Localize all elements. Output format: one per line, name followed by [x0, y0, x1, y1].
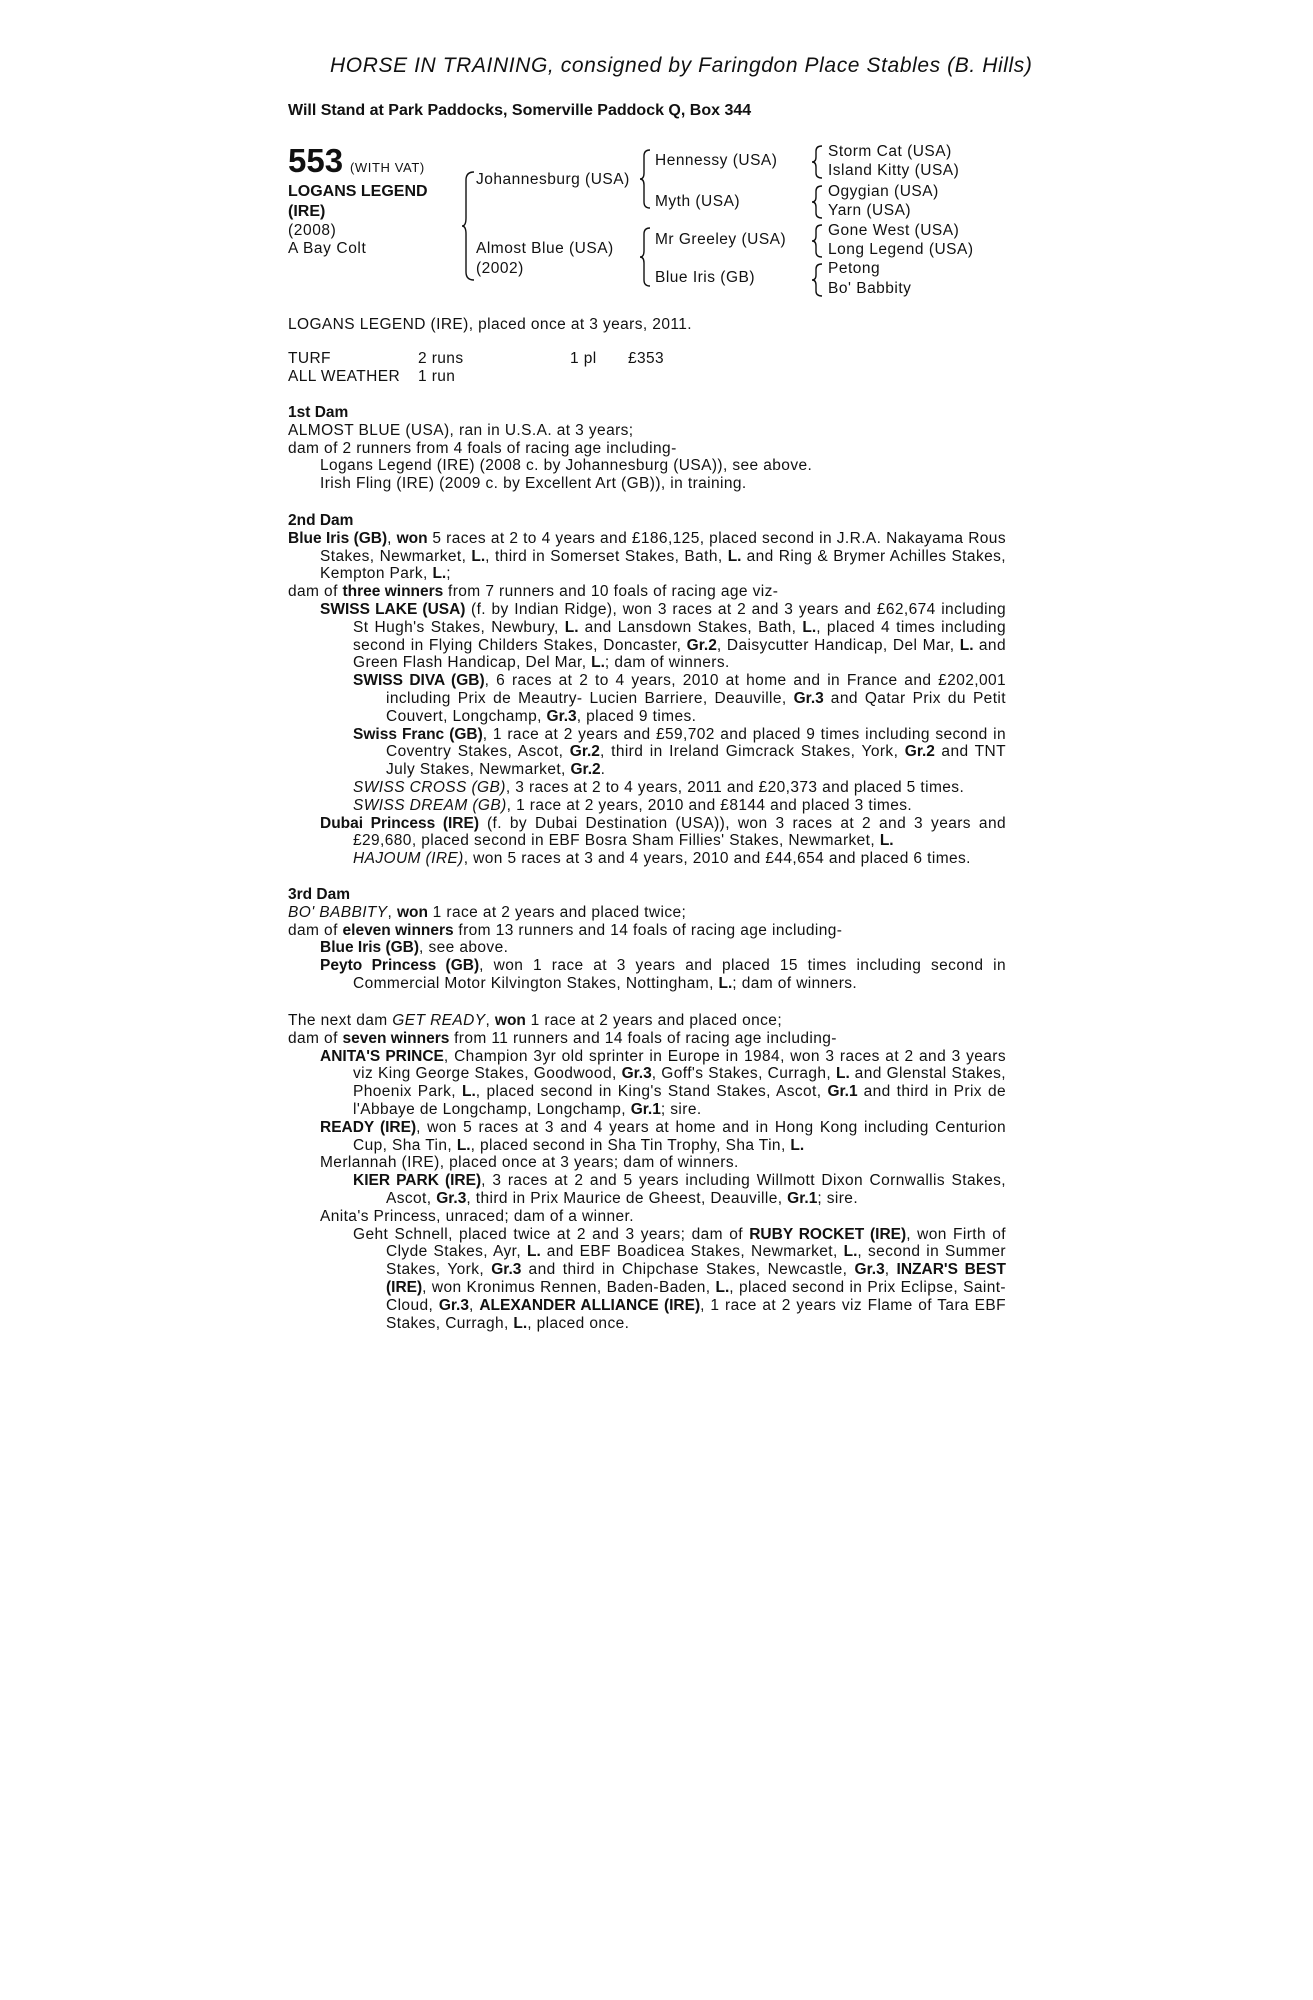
entry-text: dam of	[288, 921, 338, 939]
blue-iris-ref	[288, 939, 1006, 957]
entry-text: ; dam of winners.	[604, 654, 730, 672]
entry-text: , won Kronimus Rennen, Baden-Baden,	[422, 1278, 711, 1296]
lot-number: 553	[288, 142, 344, 179]
entry-text: , third in Somerset Stakes, Bath,	[485, 547, 723, 565]
horse-year: (2008)	[288, 222, 337, 239]
entry-text: , third in Ireland Gimcrack Stakes, York,	[599, 743, 899, 761]
horse-name-bold: ALEXANDER ALLIANCE (IRE)	[479, 1296, 701, 1314]
third-dam-heading: 3rd Dam	[288, 886, 351, 903]
pedigree-bracket-g3	[812, 223, 826, 259]
first-dam-produce: Logans Legend (IRE) (2008 c. by Johannesburg (USA)), see above.	[320, 457, 813, 475]
entry-text: (f. by Dubai Destination (USA)), won 3 races at 2 and 3 years and £29,680, placed second in EBF Bosra Sham Fillies' Stakes, Newmarket,	[353, 814, 1006, 850]
turf-runs: 2 runs	[418, 350, 464, 367]
horse-name-bold: Swiss Franc (GB)	[353, 725, 483, 743]
horse-name-italic: GET READY	[392, 1012, 486, 1029]
horse-name-italic: HAJOUM (IRE)	[353, 850, 464, 868]
swiss-lake-entry	[288, 601, 1006, 672]
entry-text: and Qatar Prix du Petit Couvert, Longchamp,	[386, 689, 1006, 725]
pedigree-bracket-dam	[640, 226, 654, 288]
horse-name-bold: KIER PARK (IRE)	[353, 1172, 482, 1190]
entry-text: from 7 runners and 10 foals of racing age viz-	[448, 583, 779, 601]
entry-text: and EBF Boadicea Stakes, Newmarket,	[546, 1243, 838, 1261]
entry-text: 1 race at 2 years and placed twice;	[432, 903, 687, 921]
second-dam-section	[288, 512, 1006, 868]
horse-name-bold: SWISS LAKE (USA)	[320, 600, 466, 618]
second-dam-heading: 2nd Dam	[288, 512, 354, 529]
stand-location: Will Stand at Park Paddocks, Somerville Paddock Q, Box 344	[288, 102, 752, 119]
race-record	[288, 350, 1006, 386]
horse-name-bold: RUBY ROCKET (IRE)	[749, 1225, 907, 1243]
group-mark: Gr.2	[570, 761, 601, 779]
pedigree-sire-sire: Hennessy (USA)	[655, 152, 778, 169]
catalogue-heading: HORSE IN TRAINING, consigned by Faringdon Place Stables (B. Hills)	[330, 54, 1033, 77]
pedigree-bracket-g2	[812, 184, 826, 220]
listed-mark: L.	[591, 654, 605, 672]
first-dam-produce: Irish Fling (IRE) (2009 c. by Excellent Art (GB)), in training.	[320, 475, 747, 493]
pedigree-dam-year: (2002)	[476, 260, 524, 277]
entry-text: ; dam of winners.	[732, 974, 858, 992]
aw-runs: 1 run	[418, 367, 456, 385]
listed-mark: L.	[802, 618, 817, 636]
group-mark: Gr.3	[621, 1065, 652, 1083]
entry-text: , placed second in King's Stand Stakes, Ascot,	[475, 1083, 822, 1101]
pedigree-dam-sire: Mr Greeley (USA)	[655, 231, 787, 248]
pedigree-dam: Almost Blue (USA)	[476, 240, 614, 257]
swiss-franc-entry: Swiss Franc (GB), 1 race at 2 years and £59,702 and placed 9 times including second in Coventry Stakes, Ascot, Gr.2, third in Ireland Gimcrack Stakes, York, Gr.2 and TNT July Stakes, Newmarket, Gr.2.	[353, 725, 1007, 779]
entry-text: , 3 races at 2 to 4 years, 2011 and £20,373 and placed 5 times.	[505, 778, 965, 796]
group-mark: Gr.1	[630, 1100, 661, 1118]
horse-name-bold: Peyto Princess (GB)	[320, 957, 480, 975]
pedigree-sire: Johannesburg (USA)	[476, 171, 630, 188]
won-bold: won	[396, 529, 428, 547]
third-dam-produce-intro	[288, 922, 1006, 940]
won-bold: won	[494, 1012, 526, 1029]
next-dam-line: The next dam GET READY, won 1 race at 2 years and placed once;	[288, 1012, 783, 1029]
pedigree-g7: Petong	[828, 260, 881, 277]
entry-text: , 6 races at 2 to 4 years, 2010 at home and in France and £202,001 including Prix de Meautry- Lucien Barriere, Deauville,	[386, 672, 1007, 707]
entry-text: 1 race at 2 years and placed once;	[530, 1012, 783, 1029]
entry-text: , placed second in Prix Eclipse, Saint-Cloud,	[386, 1278, 1006, 1314]
pedigree-g4: Yarn (USA)	[828, 202, 912, 219]
pedigree-bracket-g4	[812, 262, 826, 298]
entry-text: , third in Prix Maurice de Gheest, Deauville,	[466, 1189, 783, 1207]
second-dam-produce-intro	[288, 583, 1006, 601]
pedigree-g5: Gone West (USA)	[828, 222, 960, 239]
entry-text: The next dam	[288, 1012, 388, 1029]
pedigree-bracket-sire	[640, 148, 654, 210]
aw-label: ALL WEATHER	[288, 367, 401, 385]
group-mark: Gr.3	[793, 689, 824, 707]
group-mark: Gr.1	[827, 1083, 858, 1101]
pedigree-sire-dam: Myth (USA)	[655, 193, 741, 210]
ready-entry	[288, 1119, 1006, 1155]
entry-text: and Lansdown Stakes, Bath,	[584, 618, 797, 636]
winners-count: eleven winners	[342, 921, 454, 939]
group-mark: Gr.3	[491, 1261, 522, 1279]
group-mark: Gr.3	[546, 707, 577, 725]
horse-name-bold: Blue Iris (GB)	[320, 939, 420, 957]
entry-text: 5 races at 2 to 4 years and £186,125, placed second in J.R.A. Nakayama Rous Stakes, Newmarket,	[320, 529, 1006, 565]
turf-placed: 1 pl	[570, 350, 597, 367]
listed-mark: L.	[715, 1278, 730, 1296]
entry-text: ; sire.	[817, 1189, 859, 1207]
entry-text: and third in Chipchase Stakes, Newcastle,	[528, 1261, 848, 1279]
third-dam-line: BO' BABBITY, won 1 race at 2 years and placed twice;	[288, 903, 687, 921]
entry-text: , placed second in Sha Tin Trophy, Sha Tin,	[470, 1136, 786, 1154]
entry-text: and Ring & Brymer Achilles Stakes, Kempton Park,	[320, 547, 1006, 583]
listed-mark: L.	[471, 547, 486, 565]
horse-name-line1: LOGANS LEGEND	[288, 183, 428, 200]
blue-iris-entry: Blue Iris (GB), won 5 races at 2 to 4 years and £186,125, placed second in J.R.A. Nakayama Rous Stakes, Newmarket, L., third in Somerset Stakes, Bath, L. and Ring & Brymer Achilles Stakes, Kempton Park, L.;	[288, 529, 1006, 583]
group-mark: Gr.2	[904, 743, 935, 761]
entry-text: , Goff's Stakes, Curragh,	[651, 1065, 832, 1083]
group-mark: Gr.1	[787, 1189, 818, 1207]
entry-text: , see above.	[419, 939, 509, 957]
entry-text: , placed 9 times.	[576, 707, 697, 725]
swiss-cross-entry	[288, 779, 1006, 797]
geht-schnell-entry: Geht Schnell, placed twice at 2 and 3 years; dam of RUBY ROCKET (IRE), won Firth of Clyde Stakes, Ayr, L. and EBF Boadicea Stakes, Newmarket, L., second in Summer Stakes, York, Gr.3 and third in Chipchase Stakes, Newcastle, Gr.3, INZAR'S BEST (IRE), won Kronimus Rennen, Baden-Baden, L., placed second in Prix Eclipse, Saint-Cloud, Gr.3, ALEXANDER ALLIANCE (IRE), 1 race at 2 years viz Flame of Tara EBF Stakes, Curragh, L., placed once.	[353, 1225, 1007, 1332]
kier-park-entry	[288, 1172, 1006, 1208]
horse-name-bold: READY (IRE)	[320, 1118, 417, 1136]
pedigree-g8: Bo' Babbity	[828, 280, 912, 297]
entry-text: , Daisycutter Handicap, Del Mar,	[716, 636, 955, 654]
anitas-princess-entry: Anita's Princess, unraced; dam of a winner.	[320, 1207, 634, 1225]
listed-mark: L.	[513, 1314, 528, 1332]
entry-text: , won 5 races at 3 and 4 years at home and in Hong Kong including Centurion Cup, Sha Tin,	[353, 1118, 1006, 1154]
entry-text: , won 5 races at 3 and 4 years, 2010 and £44,654 and placed 6 times.	[463, 850, 971, 868]
pedigree-g6: Long Legend (USA)	[828, 241, 974, 258]
group-mark: Gr.3	[854, 1261, 885, 1279]
horse-name-bold: Dubai Princess (IRE)	[320, 814, 479, 832]
listed-mark: L.	[843, 1243, 858, 1261]
group-mark: Gr.3	[438, 1296, 469, 1314]
third-dam-section	[288, 886, 1006, 993]
entry-text: , placed 4 times including second in Flying Childers Stakes, Doncaster,	[353, 618, 1006, 654]
pedigree-g3: Ogygian (USA)	[828, 183, 939, 200]
horse-name	[288, 182, 428, 222]
listed-mark: L.	[790, 1136, 805, 1154]
pedigree-g2: Island Kitty (USA)	[828, 162, 960, 179]
entry-text: and third in Prix de l'Abbaye de Longchamp, Longchamp,	[353, 1083, 1006, 1118]
entry-text: (f. by Indian Ridge), won 3 races at 2 and 3 years and £62,674 including St Hugh's Stakes, Newbury,	[353, 600, 1006, 636]
entry-text: , won Firth of Clyde Stakes, Ayr,	[386, 1225, 1007, 1261]
listed-mark: L.	[727, 547, 742, 565]
winners-count: three winners	[342, 583, 444, 601]
entry-text: and TNT July Stakes, Newmarket,	[386, 743, 1007, 779]
group-mark: Gr.2	[686, 636, 717, 654]
next-dam-section	[288, 1012, 1006, 1332]
listed-mark: L.	[456, 1136, 471, 1154]
listed-mark: L.	[718, 974, 733, 992]
won-bold: won	[396, 903, 428, 921]
turf-prize: £353	[628, 350, 665, 367]
next-dam-produce-intro	[288, 1030, 1006, 1048]
entry-text: Geht Schnell, placed twice at 2 and 3 years; dam of	[353, 1225, 743, 1243]
swiss-dream-entry	[288, 797, 1006, 815]
horse-name-bold: Blue Iris (GB)	[288, 529, 388, 547]
horse-name-italic: BO' BABBITY	[288, 903, 388, 921]
listed-mark: L.	[461, 1083, 476, 1101]
horse-name-bold: ANITA'S PRINCE	[320, 1047, 444, 1065]
entry-text: from 13 runners and 14 foals of racing age including-	[458, 921, 843, 939]
listed-mark: L.	[959, 636, 974, 654]
entry-text: dam of	[288, 583, 338, 601]
horse-description: A Bay Colt	[288, 240, 367, 257]
entry-text: , 3 races at 2 and 5 years including Willmott Dixon Cornwallis Stakes, Ascot,	[386, 1172, 1006, 1207]
first-dam-heading: 1st Dam	[288, 404, 349, 421]
hajoum-entry	[288, 850, 1006, 868]
entry-text: ; sire.	[660, 1100, 702, 1118]
horse-name-bold: SWISS DIVA (GB)	[353, 672, 485, 690]
race-summary: LOGANS LEGEND (IRE), placed once at 3 years, 2011.	[288, 316, 692, 333]
entry-text: , 1 race at 2 years, 2010 and £8144 and placed 3 times.	[506, 796, 913, 814]
listed-mark: L.	[836, 1065, 850, 1083]
listed-mark: L.	[564, 618, 579, 636]
pedigree-g1: Storm Cat (USA)	[828, 143, 952, 160]
entry-text: , won 1 race at 3 years and placed 15 times including second in Commercial Motor Kilvington Stakes, Nottingham,	[353, 957, 1007, 992]
listed-mark: L.	[527, 1243, 541, 1261]
turf-label: TURF	[288, 350, 331, 367]
vat-note: (WITH VAT)	[350, 160, 425, 175]
peyto-princess-entry	[288, 957, 1006, 993]
first-dam-line: dam of 2 runners from 4 foals of racing age including-	[288, 439, 677, 457]
listed-mark: L.	[432, 565, 447, 583]
entry-text: , 1 race at 2 years and £59,702 and placed 9 times including second in Coventry Stakes, Ascot,	[386, 725, 1006, 761]
entry-text: , Champion 3yr old sprinter in Europe in 1984, won 3 races at 2 and 3 years viz King George Stakes, Goodwood,	[353, 1047, 1006, 1083]
entry-text: and Glenstal Stakes, Phoenix Park,	[353, 1065, 1007, 1101]
first-dam-section	[288, 404, 1006, 493]
group-mark: Gr.2	[569, 743, 600, 761]
pedigree-bracket-g1	[812, 144, 826, 180]
horse-name-bold: INZAR'S BEST (IRE)	[386, 1261, 1006, 1296]
group-mark: Gr.3	[436, 1189, 467, 1207]
listed-mark: L.	[879, 832, 894, 850]
entry-text: dam of	[288, 1029, 338, 1047]
swiss-diva-entry	[288, 672, 1006, 725]
entry-text: , placed once.	[527, 1314, 630, 1332]
dubai-princess-entry	[288, 815, 1006, 851]
entry-text: , 1 race at 2 years viz Flame of Tara EBF Stakes, Curragh,	[386, 1296, 1006, 1332]
winners-count: seven winners	[342, 1029, 450, 1047]
entry-text: , second in Summer Stakes, York,	[386, 1243, 1006, 1279]
first-dam-line: ALMOST BLUE (USA), ran in U.S.A. at 3 years;	[288, 421, 634, 439]
pedigree-dam-dam: Blue Iris (GB)	[655, 269, 756, 286]
horse-name-italic: SWISS CROSS (GB)	[353, 778, 506, 796]
merlannah-entry: Merlannah (IRE), placed once at 3 years; dam of winners.	[320, 1154, 739, 1172]
entry-text: from 11 runners and 14 foals of racing age including-	[454, 1029, 837, 1047]
anitas-prince-entry	[288, 1048, 1006, 1119]
horse-name-italic: SWISS DREAM (GB)	[353, 796, 507, 814]
horse-name-line2: (IRE)	[288, 203, 326, 220]
entry-text: and Green Flash Handicap, Del Mar,	[353, 636, 1006, 672]
